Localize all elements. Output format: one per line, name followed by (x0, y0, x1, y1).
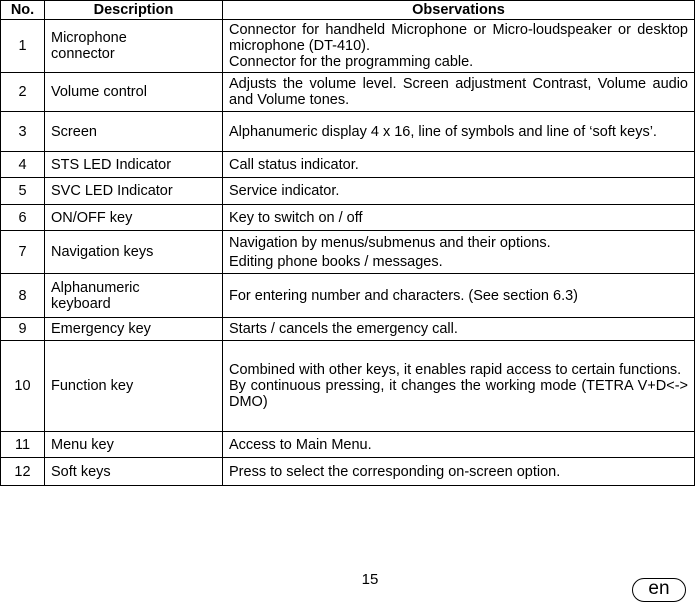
language-badge: en (632, 578, 686, 602)
row-observations (223, 341, 695, 432)
row-number: 5 (1, 178, 45, 205)
row-description: Function key (45, 341, 223, 432)
row-number: 1 (1, 20, 45, 73)
row-observations (223, 274, 695, 318)
table-row (1, 274, 695, 318)
row-observations (223, 20, 695, 73)
observation-line: Call status indicator. (229, 156, 359, 173)
observation-line: Connector for the programming cable. (229, 54, 474, 70)
row-description: Screen (45, 112, 223, 152)
row-number: 2 (1, 73, 45, 112)
observation-line: Adjusts the volume level. Screen adjustment Contrast, Volume audio and Volume tones. (229, 76, 688, 108)
row-description: Menu key (45, 432, 223, 458)
observation-line: For entering number and characters. (See section 6.3) (229, 287, 578, 304)
row-observations (223, 318, 695, 341)
row-description: Microphone connector (45, 20, 223, 73)
table-row (1, 112, 695, 152)
table-row (1, 318, 695, 341)
row-observations (223, 458, 695, 486)
observation-line: Starts / cancels the emergency call. (229, 321, 458, 337)
observation-line: Navigation by menus/submenus and their options. (229, 234, 551, 251)
header-description: Description (45, 1, 223, 20)
row-observations (223, 178, 695, 205)
row-description: Soft keys (45, 458, 223, 486)
row-description: Navigation keys (45, 231, 223, 274)
row-number: 12 (1, 458, 45, 486)
row-number: 9 (1, 318, 45, 341)
row-number: 4 (1, 152, 45, 178)
row-observations (223, 432, 695, 458)
row-observations (223, 205, 695, 231)
header-row (1, 1, 695, 20)
table-row (1, 458, 695, 486)
row-number: 11 (1, 432, 45, 458)
table-row (1, 20, 695, 73)
observation-line: Combined with other keys, it enables rapid access to certain functions. (229, 362, 682, 378)
page-number: 15 (361, 571, 379, 588)
row-description: SVC LED Indicator (45, 178, 223, 205)
observation-line: Connector for handheld Microphone or Micro-loudspeaker or desktop microphone (DT-410). (229, 22, 688, 54)
row-number: 10 (1, 341, 45, 432)
header-no: No. (1, 1, 45, 20)
row-number: 7 (1, 231, 45, 274)
observation-line: By continuous pressing, it changes the working mode (TETRA V+D<-> DMO) (229, 378, 688, 410)
header-observations: Observations (223, 1, 695, 20)
row-number: 3 (1, 112, 45, 152)
row-description: Emergency key (45, 318, 223, 341)
row-observations (223, 73, 695, 112)
observation-line: Access to Main Menu. (229, 436, 372, 453)
observation-line: Key to switch on / off (229, 209, 363, 226)
observation-line: Editing phone books / messages. (229, 253, 443, 270)
row-observations (223, 112, 695, 152)
observation-line: Press to select the corresponding on-screen option. (229, 463, 561, 480)
table-row (1, 432, 695, 458)
row-description: ON/OFF key (45, 205, 223, 231)
row-number: 8 (1, 274, 45, 318)
table-row (1, 341, 695, 432)
row-description: Alphanumeric keyboard (45, 274, 223, 318)
row-number: 6 (1, 205, 45, 231)
table-row (1, 231, 695, 274)
table-row (1, 178, 695, 205)
table-row (1, 205, 695, 231)
observation-line: Service indicator. (229, 183, 340, 199)
row-description: Volume control (45, 73, 223, 112)
row-observations (223, 231, 695, 274)
row-description: STS LED Indicator (45, 152, 223, 178)
table-row (1, 73, 695, 112)
row-observations (223, 152, 695, 178)
table-row (1, 152, 695, 178)
observation-line: Alphanumeric display 4 x 16, line of symbols and line of ‘soft keys’. (229, 123, 657, 140)
